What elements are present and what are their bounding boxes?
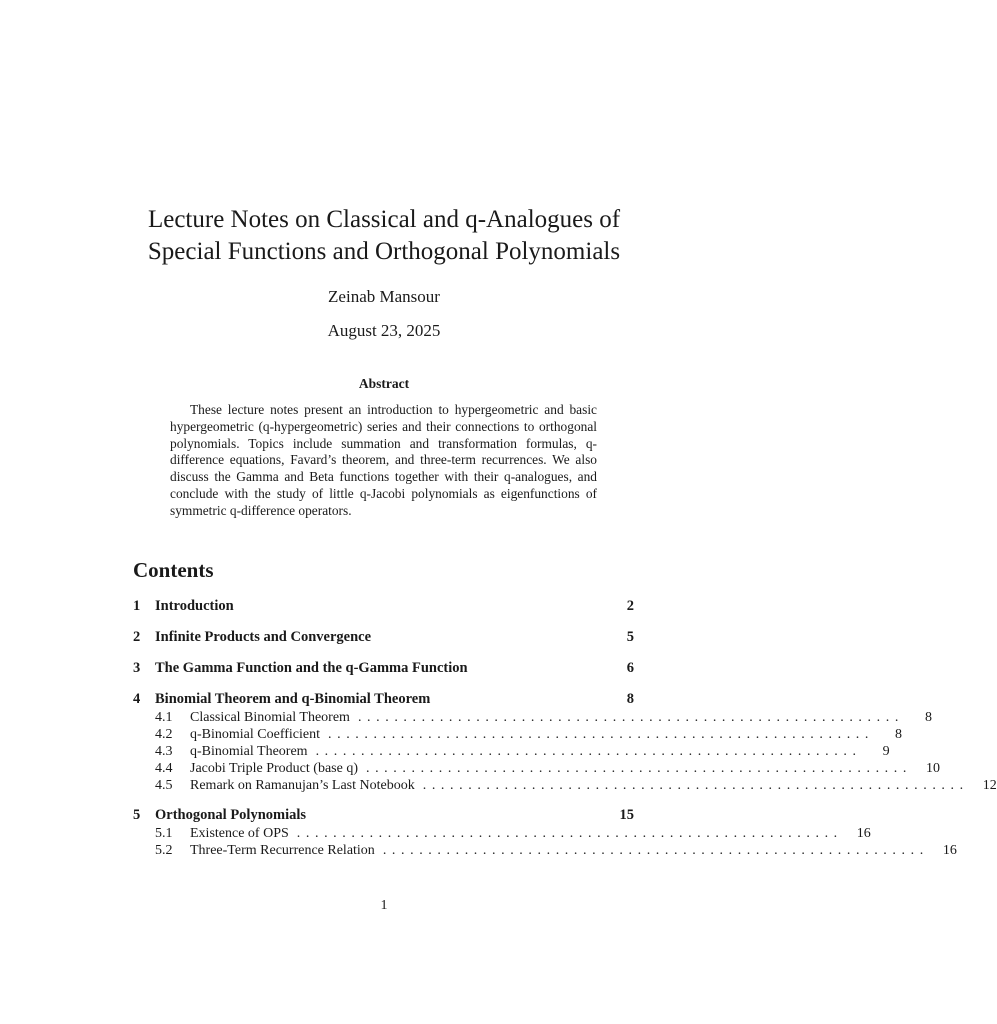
toc-section-number: 2 xyxy=(133,629,141,645)
toc-subsection-entry[interactable] xyxy=(133,726,902,743)
toc-subsection-page: 10 xyxy=(925,761,940,776)
toc-section-title: Introduction xyxy=(155,598,234,614)
toc-subsection-number: 4.1 xyxy=(155,710,173,725)
title-line-1: Lecture Notes on Classical and q-Analogues of xyxy=(147,206,621,233)
toc-section-title: Orthogonal Polynomials xyxy=(155,807,307,823)
toc-spacer xyxy=(133,616,634,627)
toc-dot-leader: ............................................................ xyxy=(365,761,912,776)
toc-subsection-title: Jacobi Triple Product (base q) xyxy=(190,761,358,776)
toc-subsection-entry[interactable] xyxy=(133,842,957,859)
document-title xyxy=(0,204,768,268)
toc-section-title: Binomial Theorem and q-Binomial Theorem xyxy=(155,691,431,707)
toc-section-number: 5 xyxy=(133,807,141,823)
toc-dot-leader: ............................................................ xyxy=(315,744,862,759)
toc-subsection-title: Classical Binomial Theorem xyxy=(190,710,350,725)
toc-subsection-entry[interactable] xyxy=(133,709,932,726)
toc-subsection-entry[interactable] xyxy=(133,743,890,760)
toc-subsection-number: 5.1 xyxy=(155,826,173,841)
toc-subsection-page: 9 xyxy=(882,744,890,759)
toc-subsection-number: 4.5 xyxy=(155,778,173,793)
toc-subsection-page: 8 xyxy=(895,727,902,742)
toc-subsection-page: 16 xyxy=(942,843,957,858)
toc-section-title: Infinite Products and Convergence xyxy=(155,629,372,645)
toc-section-title: The Gamma Function and the q-Gamma Function xyxy=(155,660,468,676)
toc-section-entry[interactable] xyxy=(133,689,634,709)
toc-subsection-title: Remark on Ramanujan’s Last Notebook xyxy=(190,778,415,793)
toc-section-number: 3 xyxy=(133,660,141,676)
toc-section-page: 2 xyxy=(626,598,634,614)
toc-subsection-number: 5.2 xyxy=(155,843,173,858)
toc-section-entry[interactable] xyxy=(133,658,634,678)
toc-dot-leader: ............................................................ xyxy=(328,727,874,742)
toc-section-number: 4 xyxy=(133,691,141,707)
toc-section-page: 6 xyxy=(626,660,634,676)
toc-subsection-number: 4.4 xyxy=(155,761,173,776)
author-name: Zeinab Mansour xyxy=(328,287,440,306)
document-date: August 23, 2025 xyxy=(327,321,441,340)
toc-subsection-title: Three-Term Recurrence Relation xyxy=(190,843,375,858)
toc-dot-leader: ............................................................ xyxy=(422,778,969,793)
toc-subsection-title: Existence of OPS xyxy=(190,826,289,841)
toc-dot-leader: ............................................................ xyxy=(357,710,904,725)
toc-section-entry[interactable] xyxy=(133,596,634,616)
toc-subsection-page: 12 xyxy=(982,778,997,793)
toc-section-page: 15 xyxy=(619,807,634,823)
toc-subsection-title: q-Binomial Coefficient xyxy=(190,727,320,742)
contents-heading: Contents xyxy=(133,558,214,582)
toc-subsection-entry[interactable] xyxy=(133,825,871,842)
toc-subsection-entry[interactable] xyxy=(133,777,997,794)
toc-section-entry[interactable] xyxy=(133,805,634,825)
abstract-heading: Abstract xyxy=(358,376,410,391)
toc-section-entry[interactable] xyxy=(133,627,634,647)
toc-section-page: 8 xyxy=(626,691,634,707)
toc-spacer xyxy=(133,794,634,805)
toc-section-page: 5 xyxy=(626,629,634,645)
toc-subsection-entry[interactable] xyxy=(133,760,940,777)
toc-spacer xyxy=(133,647,634,658)
toc-subsection-number: 4.2 xyxy=(155,727,173,742)
toc-subsection-page: 16 xyxy=(856,826,871,841)
toc-dot-leader: ............................................................ xyxy=(382,843,929,858)
toc-subsection-title: q-Binomial Theorem xyxy=(190,744,308,759)
toc-section-number: 1 xyxy=(133,598,141,614)
page-number: 1 xyxy=(380,898,388,913)
toc-subsection-number: 4.3 xyxy=(155,744,173,759)
table-of-contents xyxy=(133,596,997,859)
toc-dot-leader: ............................................................ xyxy=(296,826,843,841)
toc-subsection-page: 8 xyxy=(924,710,932,725)
title-line-2: Special Functions and Orthogonal Polynomials xyxy=(147,238,621,265)
toc-spacer xyxy=(133,678,634,689)
abstract-text: These lecture notes present an introduction to hypergeometric and basic hypergeometric (q-hypergeometric) series and their connections to orthogonal polynomials. Topics include summation and transformation formulas, q-difference equations, Favard’s theorem, and three-term recurrences. We also discuss the Gamma and Beta functions together with their q-analogues, and conclude with the study of little q-Jacobi polynomials as eigenfunctions of symmetric q-difference operators. xyxy=(170,402,597,518)
